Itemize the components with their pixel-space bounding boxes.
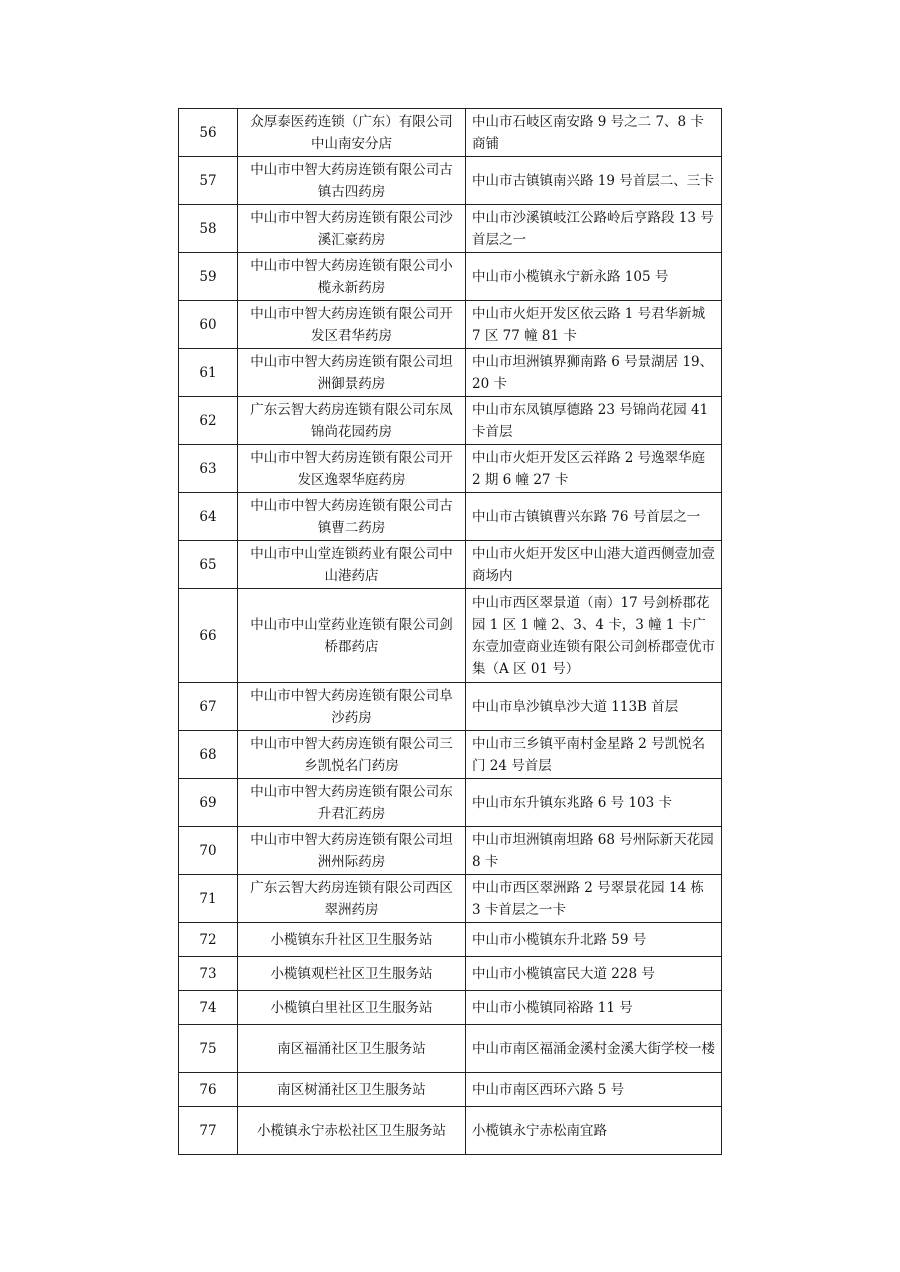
row-number: 64 [179,493,238,541]
store-name-cell [238,157,466,205]
table-row [179,683,722,731]
store-name-cell [238,445,466,493]
store-name: 中山市中智大药房连锁有限公司开发区君华药房 [250,305,453,344]
store-address: 中山市小榄镇富民大道 228 号 [472,965,655,982]
store-address-cell [466,445,722,493]
store-name-cell [238,493,466,541]
store-name-cell [238,1107,466,1155]
store-address: 中山市小榄镇永宁新永路 105 号 [472,268,669,285]
store-name: 中山市中智大药房连锁有限公司小榄永新药房 [250,257,453,296]
store-address: 中山市坦洲镇界狮南路 6 号景湖居 19、20 卡 [472,353,714,392]
store-address-cell [466,1025,722,1073]
store-address-cell [466,589,722,683]
store-address: 小榄镇永宁赤松南宜路 [472,1122,607,1139]
store-address-cell [466,875,722,923]
store-address: 中山市火炬开发区依云路 1 号君华新城 7 区 77 幢 81 卡 [472,305,706,344]
store-address-cell [466,731,722,779]
row-number: 62 [179,397,238,445]
table-row [179,397,722,445]
store-address-cell [466,683,722,731]
store-name-cell [238,991,466,1025]
store-name: 中山市中智大药房连锁有限公司阜沙药房 [250,687,453,726]
store-address-cell [466,541,722,589]
table-row [179,957,722,991]
row-number: 59 [179,253,238,301]
store-address: 中山市东凤镇厚德路 23 号锦尚花园 41 卡首层 [472,401,709,440]
row-number: 77 [179,1107,238,1155]
store-name-cell [238,875,466,923]
table-row [179,493,722,541]
store-name-cell [238,589,466,683]
store-name-cell [238,779,466,827]
row-number: 63 [179,445,238,493]
store-name-cell [238,827,466,875]
store-address-cell [466,301,722,349]
store-address-cell [466,253,722,301]
table-row [179,445,722,493]
table-row [179,205,722,253]
store-name: 中山市中智大药房连锁有限公司东升君汇药房 [250,783,453,822]
store-name-cell [238,1073,466,1107]
store-name: 小榄镇永宁赤松社区卫生服务站 [257,1122,446,1139]
row-number: 75 [179,1025,238,1073]
store-name-cell [238,349,466,397]
store-address: 中山市小榄镇东升北路 59 号 [472,931,647,948]
store-address-cell [466,827,722,875]
row-number: 57 [179,157,238,205]
table-row [179,731,722,779]
store-address-cell [466,779,722,827]
store-name: 中山市中智大药房连锁有限公司三乡凯悦名门药房 [250,735,453,774]
row-number: 60 [179,301,238,349]
store-address: 中山市西区翠景道（南）17 号剑桥郡花园 1 区 1 幢 2、3、4 卡，3 幢 1 卡广东壹加壹商业连锁有限公司剑桥郡壹优市集（A 区 01 号） [472,594,715,677]
table-row [179,253,722,301]
store-name-cell [238,301,466,349]
row-number: 65 [179,541,238,589]
row-number: 69 [179,779,238,827]
row-number: 68 [179,731,238,779]
store-name: 小榄镇观栏社区卫生服务站 [270,965,433,982]
row-number: 61 [179,349,238,397]
table-row [179,589,722,683]
store-name: 中山市中山堂连锁药业有限公司中山港药店 [250,545,453,584]
store-name: 中山市中智大药房连锁有限公司开发区逸翠华庭药房 [250,449,453,488]
store-address: 中山市坦洲镇南坦路 68 号州际新天花园 8 卡 [472,831,714,870]
table-row [179,349,722,397]
store-name-cell [238,683,466,731]
store-address: 中山市南区西环六路 5 号 [472,1081,625,1098]
table-row [179,779,722,827]
row-number: 72 [179,923,238,957]
store-name: 小榄镇白里社区卫生服务站 [270,999,433,1016]
table-row [179,1107,722,1155]
row-number: 56 [179,109,238,157]
table-row [179,875,722,923]
table-row [179,991,722,1025]
store-address: 中山市沙溪镇岐江公路岭后亨路段 13 号首层之一 [472,209,714,248]
store-name-cell [238,731,466,779]
store-name-cell [238,923,466,957]
store-address: 中山市火炬开发区云祥路 2 号逸翠华庭 2 期 6 幢 27 卡 [472,449,706,488]
store-name-cell [238,253,466,301]
table-row [179,923,722,957]
row-number: 71 [179,875,238,923]
table-row [179,301,722,349]
store-name: 广东云智大药房连锁有限公司东凤锦尚花园药房 [250,401,453,440]
store-name-cell [238,109,466,157]
row-number: 58 [179,205,238,253]
store-address: 中山市小榄镇同裕路 11 号 [472,999,633,1016]
store-address: 中山市东升镇东兆路 6 号 103 卡 [472,794,673,811]
store-name: 南区树涌社区卫生服务站 [277,1081,426,1098]
store-name-cell [238,397,466,445]
store-name-cell [238,541,466,589]
store-address-cell [466,1107,722,1155]
store-address-cell [466,923,722,957]
row-number: 70 [179,827,238,875]
table-row [179,541,722,589]
store-name-cell [238,1025,466,1073]
store-name: 小榄镇东升社区卫生服务站 [270,931,433,948]
store-name-cell [238,957,466,991]
table-row [179,157,722,205]
row-number: 66 [179,589,238,683]
store-address: 中山市阜沙镇阜沙大道 113B 首层 [472,698,679,715]
store-address: 中山市三乡镇平南村金星路 2 号凯悦名门 24 号首层 [472,735,706,774]
store-address-cell [466,1073,722,1107]
store-address-cell [466,205,722,253]
store-address: 中山市石岐区南安路 9 号之二 7、8 卡商铺 [472,113,704,152]
pharmacy-table [178,108,722,1155]
row-number: 73 [179,957,238,991]
row-number: 74 [179,991,238,1025]
store-address: 中山市火炬开发区中山港大道西侧壹加壹商场内 [472,545,715,584]
store-name: 中山市中智大药房连锁有限公司坦洲州际药房 [250,831,453,870]
store-name: 广东云智大药房连锁有限公司西区翠洲药房 [250,879,453,918]
table-body [179,109,722,1155]
store-address-cell [466,157,722,205]
store-address-cell [466,397,722,445]
store-address-cell [466,957,722,991]
store-name: 中山市中智大药房连锁有限公司坦洲御景药房 [250,353,453,392]
store-name: 中山市中智大药房连锁有限公司沙溪汇豪药房 [250,209,453,248]
row-number: 67 [179,683,238,731]
store-address: 中山市古镇镇曹兴东路 76 号首层之一 [472,508,701,525]
store-address-cell [466,349,722,397]
store-name: 中山市中智大药房连锁有限公司古镇曹二药房 [250,497,453,536]
store-name: 南区福涌社区卫生服务站 [277,1040,426,1057]
store-address-cell [466,109,722,157]
table-row [179,827,722,875]
store-address-cell [466,991,722,1025]
store-name-cell [238,205,466,253]
store-address: 中山市古镇镇南兴路 19 号首层二、三卡 [472,172,714,189]
store-address: 中山市南区福涌金溪村金溪大街学校一楼 [472,1040,715,1057]
row-number: 76 [179,1073,238,1107]
table-row [179,1073,722,1107]
store-name: 中山市中山堂药业连锁有限公司剑桥郡药店 [250,616,453,655]
table-row [179,1025,722,1073]
table-row [179,109,722,157]
store-name: 中山市中智大药房连锁有限公司古镇古四药房 [250,161,453,200]
store-address: 中山市西区翠洲路 2 号翠景花园 14 栋 3 卡首层之一卡 [472,879,704,918]
store-address-cell [466,493,722,541]
store-name: 众厚泰医药连锁（广东）有限公司中山南安分店 [250,113,453,152]
